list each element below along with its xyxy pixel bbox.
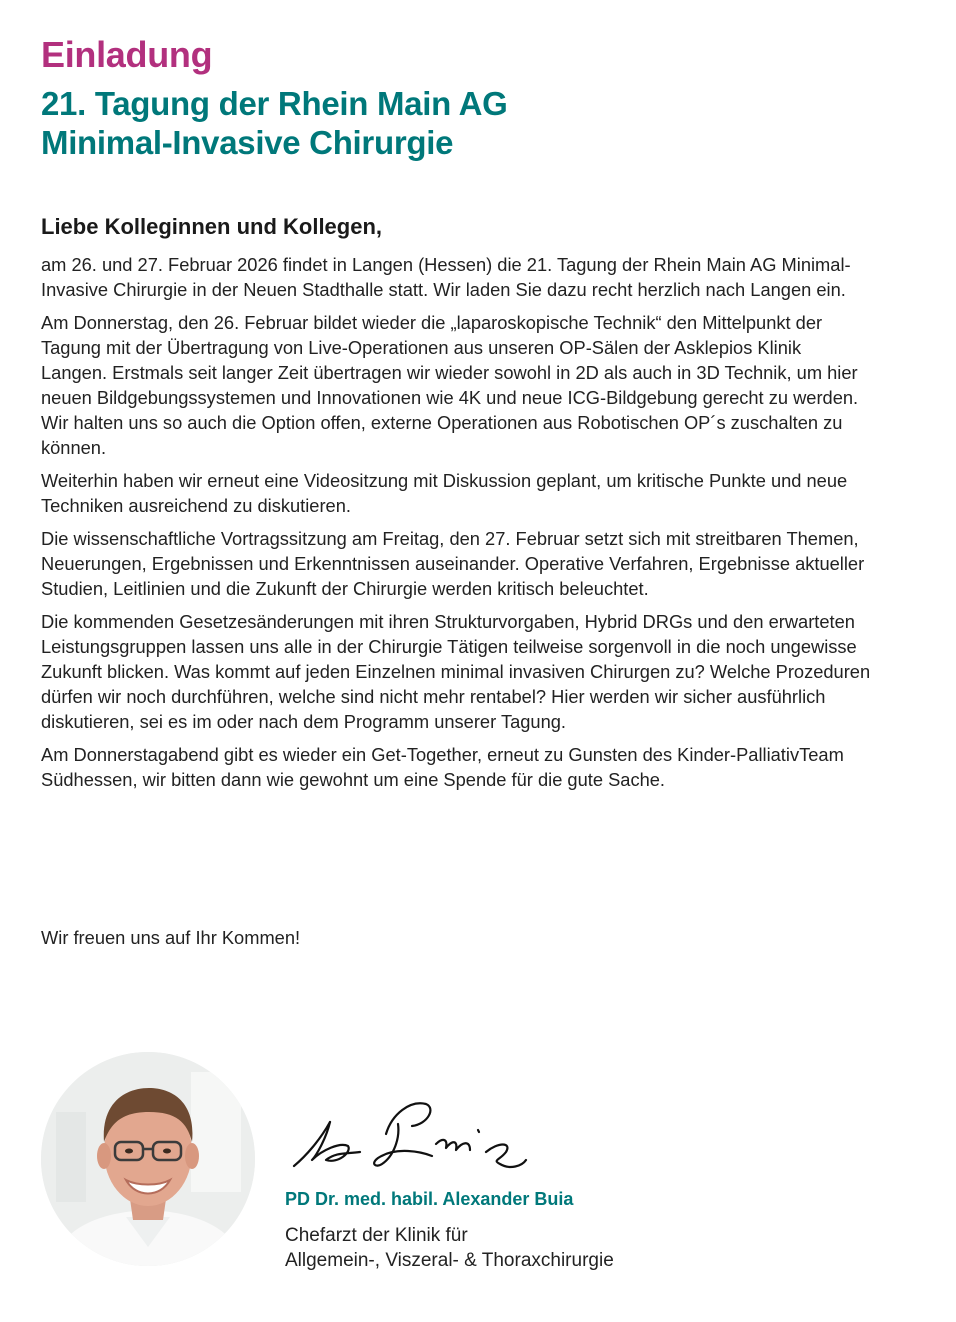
letter-body — [41, 252, 871, 800]
letter-paragraph: Die wissenschaftliche Vortragssitzung am Freitag, den 27. Februar setzt sich mit streitbaren Themen, Neuerungen, Ergebnissen und Erkenntnissen auseinander. Operative Verfahren, Ergebnisse aktueller Studien, Leitlinien und die Zukunft der Chirurgie werden kritisch beleuchtet. — [41, 528, 865, 599]
signer-role-line: Chefarzt der Klinik für — [285, 1225, 468, 1246]
letter-paragraph: Am Donnerstagabend gibt es wieder ein Get-Together, erneut zu Gunsten des Kinder-PalliativTeam Südhessen, wir bitten dann wie gewohnt um eine Spende für die gute Sache. — [41, 744, 844, 790]
signer-name: PD Dr. med. habil. Alexander Buia — [285, 1189, 574, 1209]
portrait-illustration — [41, 1052, 255, 1266]
letter-paragraph: am 26. und 27. Februar 2026 findet in Langen (Hessen) die 21. Tagung der Rhein Main AG Minimal-Invasive Chirurgie in der Neuen Stadthalle statt. Wir laden Sie dazu recht herzlich nach Langen ein. — [41, 254, 851, 300]
event-title-line: Minimal-Invasive Chirurgie — [41, 124, 454, 161]
signer-role — [285, 1223, 614, 1273]
letter-paragraph: Weiterhin haben wir erneut eine Videositzung mit Diskussion geplant, um kritische Punkte und neue Techniken ausreichend zu diskutieren. — [41, 470, 848, 516]
letter-paragraph: Die kommenden Gesetzesänderungen mit ihren Strukturvorgaben, Hybrid DRGs und den erwarteten Leistungsgruppen lassen uns alle in der Chirurgie Tätigen teilweise sorgenvoll in die noch ungewisse Zukunft blicken. Was kommt auf jeden Einzelnen minimal invasiven Chirurgen zu? Welche Prozeduren dürfen wir noch durchführen, welche sind nicht mehr rentabel? Hier werden wir sicher ausführlich diskutieren, sei es im oder nach dem Programm unserer Tagung. — [41, 611, 871, 732]
letter-paragraph: Am Donnerstag, den 26. Februar bildet wieder die „laparoskopische Technik“ den Mittelpunkt der Tagung mit der Übertragung von Live-Operationen aus unseren OP-Sälen der Asklepios Klinik Langen. Erstmals seit langer Zeit übertragen wir wieder sowohl in 2D als auch in 3D Technik, um hier neuen Bildgebungssystemen und Innovationen wie 4K und neue ICG-Bildgebung gerecht zu werden. Wir halten uns so auch die Option offen, externe Operationen aus Robotischen OP´s zuschalten zu können. — [41, 312, 859, 458]
signer-role-line: Allgemein-, Viszeral- & Thoraxchirurgie — [285, 1250, 614, 1271]
closing-line: Wir freuen uns auf Ihr Kommen! — [41, 927, 301, 948]
signer-portrait — [41, 1052, 255, 1266]
event-title — [41, 84, 507, 162]
event-title-line: 21. Tagung der Rhein Main AG — [41, 85, 508, 122]
handwritten-signature — [286, 1094, 536, 1184]
salutation: Liebe Kolleginnen und Kollegen, — [41, 214, 383, 239]
invitation-kicker: Einladung — [41, 34, 213, 75]
